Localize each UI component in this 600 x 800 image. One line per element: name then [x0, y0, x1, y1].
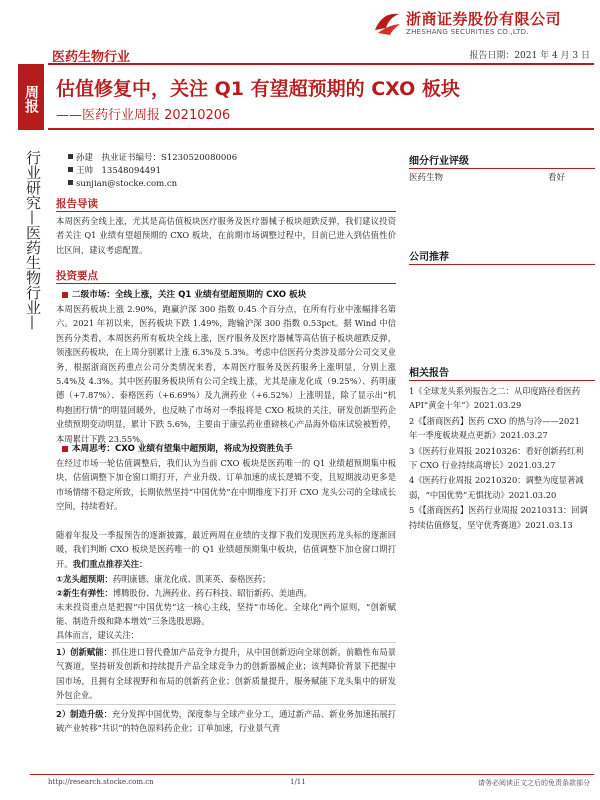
- rec1: ①龙头超预期：药明康德、康龙化成、凯莱英、泰格医药；: [56, 574, 271, 584]
- rating-value: 看好: [547, 173, 565, 183]
- bullet-icon: [68, 180, 73, 185]
- footer-divider: [30, 774, 594, 775]
- rating-sector: 医药生物: [409, 173, 444, 183]
- company-recommend-divider: [409, 264, 595, 265]
- summary-text: 本周医药全线上涨，尤其是高估值板块医疗服务及医疗器械子板块超跌反弹，我们建议投资者关注 Q1 业绩有望超预期的 CXO 板块，在前期市场调整过程中，目前已进入到估值性价比区间，建议考虑配置。: [56, 216, 396, 255]
- rec1-label: ①龙头超预期：: [56, 574, 113, 584]
- point2-title: 本周思考：CXO 业绩有望集中超预期，将成为投资胜负手: [62, 442, 293, 454]
- page-subtitle: ——医药行业周报 20210206: [56, 108, 231, 123]
- related-title: 相关报告: [409, 368, 449, 379]
- report-date: 报告日期：2021 年 4 月 3 日: [469, 51, 590, 61]
- related-report[interactable]: 1《全球龙头系列报告之二：从印度路径看医药 API“黄金十年”》2021.03.29: [409, 386, 581, 411]
- item2-divider: [56, 704, 396, 705]
- related-report[interactable]: 4《医药行业周报 20210320：调整为度显著减弱，“中国优势”无惧扰动》2021.03.20: [409, 475, 584, 500]
- related-report[interactable]: 2《【浙商医药】医药 CXO 的热与冷——2021 年一季度板块观点更新》2021.03.27: [409, 415, 580, 441]
- footer-disclaimer: 请务必阅读正文之后的免责条款部分: [478, 779, 590, 787]
- rating-row: [409, 172, 595, 185]
- item1: 1）创新赋能：抓住进口替代叠加产品竞争力提升，从中国创新迈向全球创新。前瞻性布局景气赛道，坚持研发创新和持续提升产品全球竞争力的创新器械企业；该判降价背景下把握中国市场，且拥有全球视野和布局的创新药企业；创新质量提升，服务赋能下龙头集中的研发外包企业。: [56, 647, 396, 701]
- item2-label: 2）制造升级：: [56, 709, 112, 719]
- rec2-label: ②新生有弹性：: [56, 588, 113, 598]
- analyst-name: 孙建 执业证书编号：S1230520080006: [68, 152, 237, 165]
- point2-text3: 未来投资重点是把握“中国优势”这一核心主线，坚持“市场化、全球化”两个原则，“创新赋能、制造升级和降本增效”三条选股思路。: [56, 602, 396, 627]
- related-report[interactable]: 3《医药行业周报 20210326：看好创新药红利下 CXO 行业持续高增长》2021.03.27: [409, 445, 584, 471]
- point2-text4: 具体而言，建议关注：: [56, 630, 139, 640]
- item2: 2）制造升级：充分发挥中国优势，深度参与全球产业分工，通过新产品、新业务加速拓展打破产业转移“共识”的特色原料药企业；订单加速，行业景气背: [56, 709, 396, 734]
- report-type-text: 周报: [23, 85, 39, 113]
- point2-text2: 随着年报及一季报预告的逐渐披露，最近两周在业绩的支撑下我们发现医药龙头标的逐渐回暖，我们判断 CXO 板块是医药唯一的 Q1 业绩超预期集中板块，估值调整下加仓窗口期打开。我们重点推荐关注：: [56, 530, 396, 569]
- rating-divider: [409, 168, 595, 169]
- page-title: 估值修复中，关注 Q1 有望超预期的 CXO 板块: [56, 78, 460, 100]
- points-divider: [56, 283, 396, 284]
- point1-text: 本周医药板块上涨 2.90%，跑赢沪深 300 指数 0.45 个百分点，在所有行业中涨幅排名第六。2021 年初以来，医药板块下跌 1.49%，跑输沪深 300 指数 0.53pct。据 Wind 中信医药分类看，本周医药所有板块全线上涨，医疗服务及医疗器械等高估值子板块超跌反弹，领涨医药板块，在上周分别累计上涨 6.3%及 5.3%。考虑中信医药分类涉及部分公司交叉业务，根据浙商医药重点公司分类情况来看，本周医疗服务及医药服务上涨明显，分别上涨 5.4%及 4.3%。其中医药服务板块所有公司全线上涨，尤其是康龙化成（9.25%）、药明康德（+7.87%）、泰格医药（+6.69%）及九洲药业（+6.52%）上涨明显，除了显示出“机构抱团行情”的明显回暖外，也反映了市场对一季报将是 CXO 板块的关注，研发创新型药企业绩预期变动明显，累计下跌 5.6%，主要由于康弘药业重磅核心产品海外临床试验被暂停，本周累计下跌 23.55%。: [56, 304, 396, 444]
- report-type-tag: [18, 64, 44, 130]
- bullet-icon: [68, 167, 73, 172]
- square-bullet-icon: [62, 292, 68, 298]
- point1-title: 二级市场：全线上涨，关注 Q1 业绩有望超预期的 CXO 板块: [62, 288, 306, 300]
- analyst-phone: 王帅 13548094491: [68, 165, 237, 178]
- points-title: 投资要点: [56, 270, 98, 282]
- summary-title: 报告导读: [56, 198, 98, 210]
- related-report[interactable]: 5《【浙商医药】医药行业周报 20210313：回调持续估值修复，坚守优秀赛道》2021.03.13: [409, 505, 588, 530]
- analyst-block: [68, 152, 237, 191]
- item1-label: 1）创新赋能：: [56, 647, 112, 657]
- item1-divider: [56, 642, 396, 643]
- square-bullet-icon: [62, 446, 68, 452]
- related-divider: [409, 380, 595, 381]
- industry-label: 医药生物行业: [52, 50, 131, 65]
- analyst-email[interactable]: sunjian@stocke.com.cn: [68, 178, 237, 191]
- company-recommend-title: 公司推荐: [409, 252, 449, 263]
- company-name-en: ZHESHANG SECURITIES CO.,LTD.: [406, 28, 529, 36]
- point2-text1: 在经过市场一轮估值调整后，我们认为当前 CXO 板块是医药唯一的 Q1 业绩超预期集中板块，估值调整下加仓窗口期打开，产业升级、订单加速的成长逻辑不变，且短期波动更多是市场情绪不稳定所致，长期依然坚持“中国优势”在中期维度下打开 CXO 龙头公司的全球成长空间，持续看好。: [56, 458, 396, 512]
- related-list: [409, 384, 589, 532]
- rec2: ②新生有弹性：博腾股份、九洲药业、药石科技、昭衍新药、美迪西。: [56, 588, 312, 598]
- company-name-cn: 浙商证券股份有限公司: [406, 10, 562, 28]
- bullet-icon: [68, 154, 73, 159]
- company-logo: [372, 6, 594, 42]
- summary-divider: [56, 211, 396, 212]
- title-divider: [48, 128, 594, 130]
- page-number: 1/11: [290, 778, 306, 786]
- vertical-category: 行业研究—医药生物行业—: [24, 150, 42, 330]
- rating-title: 细分行业评级: [409, 156, 469, 167]
- company-logo-icon: [372, 8, 402, 36]
- footer-url[interactable]: http://research.stocke.com.cn: [48, 778, 154, 786]
- recommend-label: 我们重点推荐关注：: [72, 558, 148, 569]
